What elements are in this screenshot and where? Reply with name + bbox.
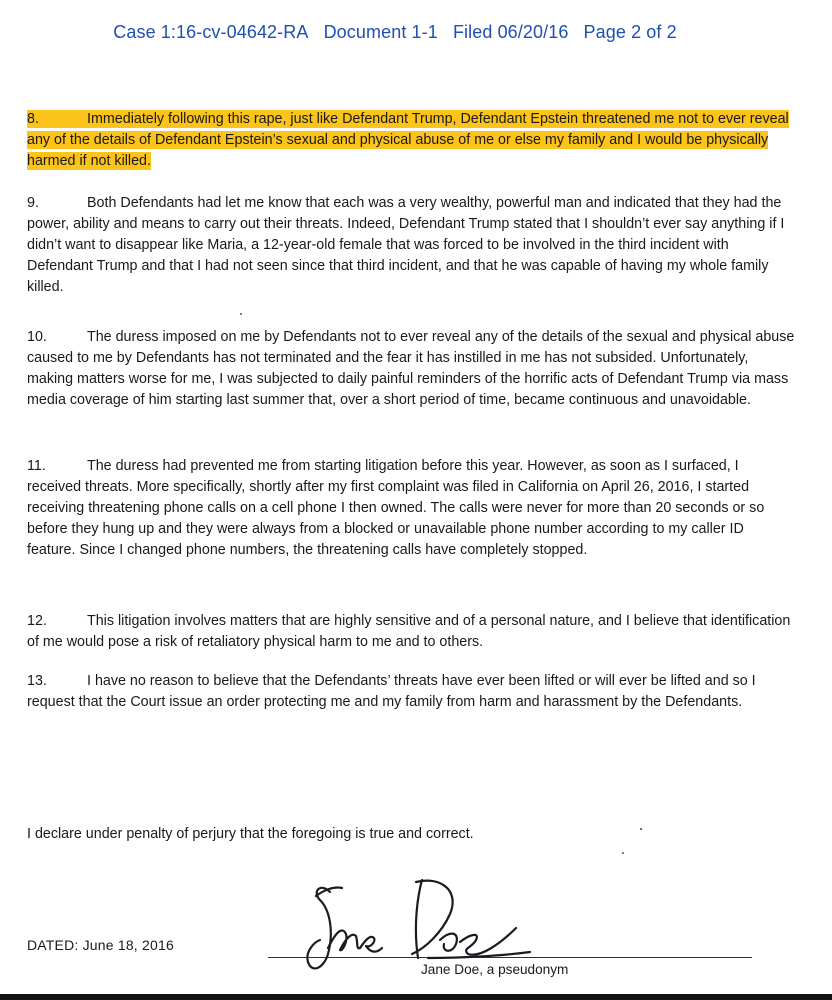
scan-speck	[640, 828, 642, 830]
highlighted-passage	[27, 110, 789, 170]
dated-line: DATED: June 18, 2016	[27, 937, 174, 953]
signer-name: Jane Doe, a pseudonym	[421, 962, 569, 977]
paragraph-13	[27, 671, 795, 713]
paragraph-number: 8.	[27, 111, 39, 127]
scan-speck	[240, 313, 242, 315]
paragraph-9	[27, 193, 795, 298]
scan-speck	[622, 852, 624, 854]
paragraph-text: This litigation involves matters that are highly sensitive and of a personal nature, and I believe that identification of me would pose a risk of retaliatory physical harm to me and to others.	[27, 613, 791, 650]
document-number: Document 1-1	[323, 22, 438, 42]
paragraph-number: 10.	[27, 329, 47, 345]
paragraph-text: I have no reason to believe that the Defendants’ threats have ever been lifted or will ever be lifted and so I request that the Court issue an order protecting me and my family from harm and harassment by the Defendants.	[27, 673, 756, 710]
paragraph-text: Immediately following this rape, just like Defendant Trump, Defendant Epstein threatened me not to ever reveal any of the details of Defendant Epstein’s sexual and physical abuse of me or else my family and I would be physically harmed if not killed.	[27, 111, 789, 169]
paragraph-number: 9.	[27, 195, 39, 211]
paragraph-text: The duress imposed on me by Defendants not to ever reveal any of the details of the sexual and physical abuse caused to me by Defendants has not terminated and the fear it has instilled in me has not subsided. Unfortunately, making matters worse for me, I was subjected to daily painful reminders of the horrific acts of Defendant Trump via mass media coverage of him starting last summer that, over a short period of time, became continuous and unavoidable.	[27, 329, 795, 408]
paragraph-8	[27, 109, 795, 172]
page-number: Page 2 of 2	[583, 22, 677, 42]
case-header	[0, 22, 790, 43]
declaration-statement: I declare under penalty of perjury that the foregoing is true and correct.	[27, 826, 474, 842]
paragraph-number: 12.	[27, 613, 47, 629]
paragraph-number: 13.	[27, 673, 47, 689]
paragraph-12	[27, 611, 795, 653]
paragraph-11	[27, 456, 795, 561]
filed-date: Filed 06/20/16	[452, 22, 569, 42]
paragraph-text: The duress had prevented me from starting litigation before this year. However, as soon as I surfaced, I received threats. More specifically, shortly after my first complaint was filed in California on April 26, 2016, I started receiving threatening phone calls on a cell phone I then owned. The calls were never for more than 20 seconds or so before they hung up and they were always from a blocked or unavailable phone number according to my caller ID feature. Since I changed phone numbers, the threatening calls have completely stopped.	[27, 458, 765, 558]
scan-bottom-edge	[0, 994, 832, 1000]
paragraph-number: 11.	[27, 458, 46, 474]
case-number: Case 1:16-cv-04642-RA	[113, 22, 309, 42]
paragraph-text: Both Defendants had let me know that each was a very wealthy, powerful man and indicated that they had the power, ability and means to carry out their threats. Indeed, Defendant Trump stated that I shouldn’t ever say anything if I didn’t want to disappear like Maria, a 12-year-old female that was forced to be involved in the third incident with Defendant Trump and that I had not seen since that third incident, and that he was capable of having my whole family killed.	[27, 195, 785, 295]
paragraph-10	[27, 327, 795, 411]
